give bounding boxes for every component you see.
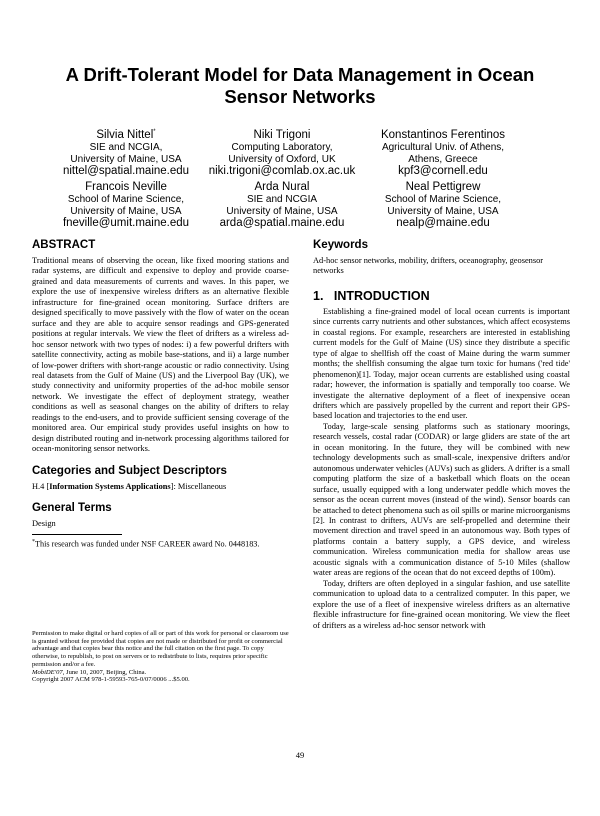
left-column — [32, 239, 289, 549]
paper-title: A Drift-Tolerant Model for Data Management in Ocean Sensor Networks — [65, 64, 535, 107]
page-number: 49 — [295, 750, 305, 760]
author-name: Silvia Nittel — [96, 129, 154, 141]
copyright-line: Copyright 2007 ACM 978-1-59593-765-0/07/0006 ...$5.00. — [32, 676, 190, 684]
author-affiliation: School of Marine Science, — [384, 194, 502, 205]
author-name: Neal Pettigrew — [405, 181, 481, 193]
author-name: Arda Nural — [254, 181, 310, 193]
general-terms-heading: General Terms — [32, 502, 112, 515]
introduction-heading: 1. INTRODUCTION — [313, 288, 430, 303]
author-name: Konstantinos Ferentinos — [380, 129, 506, 141]
author-affiliation: University of Maine, USA — [226, 205, 338, 217]
general-terms-text: Design — [32, 519, 56, 529]
footnote-rule — [32, 534, 122, 535]
author-affiliation: University of Maine, USA — [387, 205, 499, 217]
author-email: fneville@umit.maine.edu — [62, 217, 190, 229]
intro-paragraph: Establishing a fine-grained model of local ocean currents is important since currents carry nutrients and other substances, which affect ecosystems in coastal regions. For example, researchers are interested in establishing current models for the Gulf of Maine (US) since they distribute a specific type of algae to shellfish off the coast of Maine during the warm summer months; the shellfish consuming the algae turn toxic for humans ('red tide' phenomenon)[1]. Today, major ocean currents are established using coastal radar; however, the information is spatially and temporally too coarse. We investigate the alternative deployment of a fleet of inexpensive ocean drifters which are passively propelled by the current and report their GPS-based location and trajectories to the end user. — [313, 306, 570, 421]
intro-paragraph: Today, drifters are often deployed in a singular fashion, and use satellite communication to upload data to a centralized computer. In this paper, we explore the use of a fleet of inexpensive wireless drifters as an alternative flexible infrastructure for fine-grained ocean monitoring. We view the fleet of drifters as a wireless ad-hoc sensor network with — [313, 578, 570, 630]
author-email: nittel@spatial.maine.edu — [62, 165, 190, 177]
categories-text: H.4 [Information Systems Applications]: Miscellaneous — [32, 481, 227, 491]
abstract-text: Traditional means of observing the ocean, like fixed mooring stations and radar systems, are difficult and expensive to deploy and provide coarse-grained and data measurements of currents and waves. In this paper, we explore the use of inexpensive wireless drifters as an alternative flexible infrastructure for fine-grained ocean monitoring. Surface drifters are designed specifically to move passively with the flow of water on the ocean surface and they are able to acquire sensor readings and GPS-generated positions at regular intervals. We view the fleet of drifters as a wireless ad-hoc sensor network with two types of nodes: i) a few powerful drifters with satellite connectivity, acting as mobile base-stations, and ii) a large number of low-power drifters with short-range acoustic or radio connectivity. Using real datasets from the Gulf of Maine (US) and the Liverpool Bay (UK), we study connectivity and uniformity properties of the ad-hoc mobile sensor network. We investigate the effect of deployment strategy, weather conditions as well as seasonal changes on the ability of drifters to relay readings to the end-users, and to provide sufficient sensing coverage of the monitored area. Our empirical study provides useful insights on how to design distributed routing and in-network processing algorithms tailored for ocean-monitoring sensor networks. — [32, 256, 289, 454]
author-card — [36, 128, 216, 178]
author-card — [353, 128, 533, 178]
funding-footnote: *This research was funded under NSF CAREER award No. 0448183. — [32, 538, 260, 549]
author-email: nealp@maine.edu — [396, 217, 490, 229]
author-affiliation: Athens, Greece — [408, 153, 478, 165]
abstract-heading: ABSTRACT — [32, 239, 96, 251]
footnote-mark: * — [153, 129, 156, 136]
author-name: Niki Trigoni — [253, 129, 311, 141]
author-card — [36, 180, 216, 230]
author-affiliation: Computing Laboratory, — [231, 142, 333, 153]
author-card — [192, 180, 372, 230]
venue-line: MobiDE'07, June 10, 2007, Beijing, China. — [32, 668, 147, 676]
author-affiliation: University of Oxford, UK — [228, 153, 336, 165]
author-affiliation: School of Marine Science, — [67, 194, 185, 205]
author-affiliation: SIE and NCGIA, — [89, 142, 163, 153]
author-card — [353, 180, 533, 230]
author-affiliation: University of Maine, USA — [70, 205, 182, 217]
author-email: niki.trigoni@comlab.ox.ac.uk — [208, 165, 356, 177]
author-email: kpf3@cornell.edu — [398, 165, 488, 177]
permission-block — [32, 630, 289, 684]
categories-heading: Categories and Subject Descriptors — [32, 464, 227, 477]
author-affiliation: SIE and NCGIA — [246, 194, 318, 205]
right-column — [313, 239, 570, 631]
author-card — [192, 128, 372, 178]
keywords-text: Ad-hoc sensor networks, mobility, drifters, oceanography, geosensor networks — [313, 256, 544, 276]
author-email: arda@spatial.maine.edu — [219, 217, 345, 229]
author-affiliation: Agricultural Univ. of Athens, — [381, 142, 505, 153]
author-affiliation: University of Maine, USA — [70, 153, 182, 165]
author-name: Francois Neville — [85, 181, 167, 193]
keywords-heading: Keywords — [313, 239, 368, 251]
intro-paragraph: Today, large-scale sensing platforms such as stationary moorings, research vessels, costal radar (CODAR) or large gliders are state of the art in ocean monitoring. In the future, they will be combined with new technology developments such as small-scale, inexpensive drifters and/or autonomous underwater vehicles (AUVs) such as gliders. A drifter is a small computing platform the size of a basketball which floats on the ocean surface, usually equipped with a long underwater peddle which moves the sensor as the ocean current moves (instead of the wind). Sensor boards can be attached to detect phenomena such as oil spills or marine microorganisms [2]. In contrast to drifters, AUVs are self-propelled and determine their movement direction and travel speed in an autonomous way. Both types of platforms contain a battery supply, a GPS device, and wireless communication. Wireless communication media for shallow areas use acoustic signals with a communication distance of 5-10 Miles (shallow water areas are regions of the ocean that do not exceed depths of 100m). — [313, 421, 570, 578]
permission-text: Permission to make digital or hard copies of all or part of this work for personal or classroom use is granted without fee provided that copies are not made or distributed for profit or commercial advantage and that copies bear this notice and the full citation on the first page. To copy otherwise, to republish, to post on servers or to redistribute to lists, requires prior specific permission and/or a fee. — [32, 630, 289, 668]
